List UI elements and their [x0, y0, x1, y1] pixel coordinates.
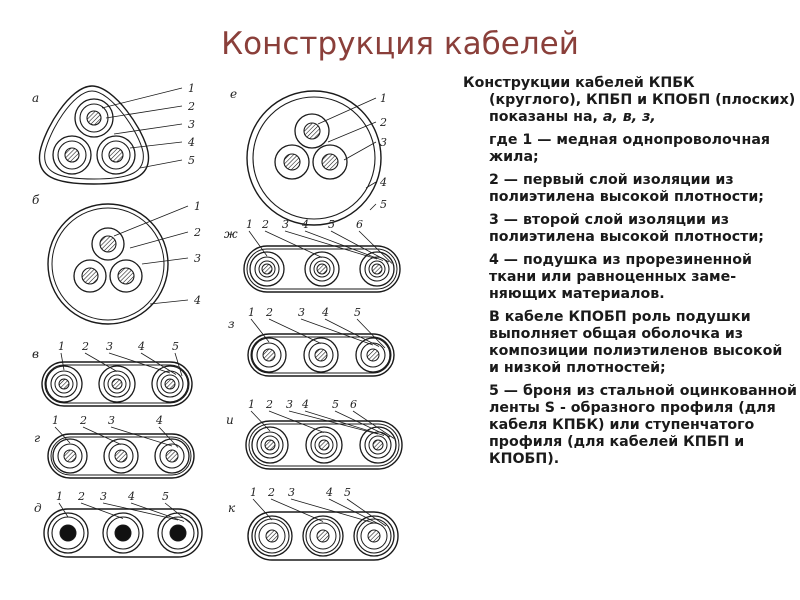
callout-label: 4 [326, 486, 333, 499]
leader-line [253, 499, 272, 520]
callout-label: 4 [302, 398, 309, 411]
cable-layer [64, 450, 76, 462]
callout-label: 1 [248, 398, 255, 411]
figure-z [228, 306, 394, 376]
leader-line [114, 124, 182, 134]
cable-layer [115, 450, 127, 462]
legend-item-1: где 1 — медная однопроволочная жила; [489, 132, 771, 165]
cable-layer [265, 440, 275, 450]
callout-label: 4 [380, 176, 387, 189]
intro-lead: Конструкции кабелей КПБК [463, 75, 695, 91]
cable-layer [367, 349, 379, 361]
callout-label: 2 [80, 414, 87, 427]
figure-letter: ж [224, 227, 238, 241]
cable-layer [319, 440, 329, 450]
cable-layer [317, 530, 329, 542]
callout-label: 5 [354, 306, 361, 319]
cable-layer [304, 123, 320, 139]
cable-layer [82, 268, 98, 284]
figure-zh [224, 218, 400, 292]
legend-item-2: 2 — первый слой изоляции из полиэтилена высокой плотности; [489, 172, 764, 205]
cable-layer [262, 264, 272, 274]
figure-letter: г [34, 431, 41, 445]
figure-g [34, 414, 194, 478]
cable-layer [118, 268, 134, 284]
figure-letter: а [32, 91, 40, 105]
figure-e [230, 87, 387, 225]
leader-line [318, 98, 376, 124]
figure-letter: д [34, 501, 42, 515]
callout-label: 1 [52, 414, 59, 427]
callout-label: 3 [298, 306, 305, 319]
callout-label: 4 [156, 414, 163, 427]
cable-layer [100, 236, 116, 252]
cable-layer [65, 148, 79, 162]
cable-layer [315, 349, 327, 361]
cable-layer [373, 440, 383, 450]
legend-item-4: 4 — подушка из прорезиненной ткани или равноценных заме-няющих материалов. [489, 252, 752, 302]
callout-label: 1 [248, 306, 255, 319]
callout-label: 4 [128, 490, 135, 503]
callout-label: 5 [380, 198, 387, 211]
cable-layer [263, 349, 275, 361]
cable-layer [87, 111, 101, 125]
figure-v [32, 340, 192, 406]
cable-layer [48, 204, 168, 324]
intro-paragraph [463, 75, 797, 126]
callout-label: 1 [194, 200, 201, 213]
cable-layer [60, 525, 76, 541]
callout-label: 2 [266, 306, 273, 319]
callout-label: 4 [194, 294, 201, 307]
cable-layer [170, 525, 186, 541]
callout-label: 2 [268, 486, 275, 499]
leader-line [130, 142, 182, 148]
figure-letter: е [230, 87, 238, 101]
cable-layer [109, 148, 123, 162]
figure-d [34, 490, 202, 557]
callout-label: 6 [350, 398, 357, 411]
callout-label: 3 [194, 252, 201, 265]
callout-label: 3 [106, 340, 113, 353]
callout-label: 3 [100, 490, 107, 503]
cable-layer [317, 264, 327, 274]
callout-label: 6 [356, 218, 363, 231]
callout-label: 2 [262, 218, 269, 231]
figure-letter: б [32, 193, 40, 207]
callout-label: 3 [380, 136, 387, 149]
intro-body: (круглого), КПБП и КПОБП (плоских) показаны на, [489, 92, 796, 125]
figure-b [32, 193, 201, 324]
callout-label: 3 [188, 118, 195, 131]
figure-letter: к [228, 501, 236, 515]
figure-i [226, 398, 402, 469]
callout-label: 5 [332, 398, 339, 411]
cable-layer [322, 154, 338, 170]
callout-label: 1 [380, 92, 387, 105]
figure-letter: з [228, 317, 235, 331]
cable-layer [266, 530, 278, 542]
cable-layer [284, 154, 300, 170]
callout-label: 1 [188, 82, 195, 95]
leader-line [251, 319, 269, 342]
leader-line [344, 142, 376, 160]
figure-k [228, 486, 398, 560]
callout-label: 2 [78, 490, 85, 503]
callout-label: 4 [188, 136, 195, 149]
callout-label: 1 [58, 340, 65, 353]
callout-label: 5 [162, 490, 169, 503]
legend-item-5: 5 — броня из стальной оцинкованной ленты S - образного профиля (для кабеля КПБК) или ступенчатого профиля (для кабелей КПБП и КПОБП). [489, 383, 797, 467]
callout-label: 2 [194, 226, 201, 239]
intro-figure-refs: а, в, з, [602, 109, 656, 125]
leader-line [81, 503, 123, 519]
callout-label: 4 [302, 218, 309, 231]
figure-a [32, 82, 195, 184]
leader-line [130, 232, 188, 248]
callout-label: 5 [328, 218, 335, 231]
leader-line [140, 160, 182, 168]
leader-line [370, 204, 376, 210]
cable-diagrams [22, 78, 462, 590]
leader-line [142, 258, 188, 264]
cable-layer [115, 525, 131, 541]
legend-note-kpobp: В кабеле КПОБП роль подушки выполняет общая оболочка из композиции полиэтиленов высокой и низкой плотностей; [489, 309, 783, 376]
callout-label: 4 [138, 340, 145, 353]
leader-line [102, 88, 182, 108]
callout-label: 2 [82, 340, 89, 353]
page-title: Конструкция кабелей [221, 26, 579, 62]
callout-label: 5 [172, 340, 179, 353]
cable-layer [165, 379, 175, 389]
callout-label: 1 [250, 486, 257, 499]
cable-layer [166, 450, 178, 462]
cable-layer [52, 208, 164, 320]
cable-layer [59, 379, 69, 389]
callout-label: 1 [246, 218, 253, 231]
cable-layer [368, 530, 380, 542]
description-panel [463, 75, 797, 474]
cable-diagrams-panel [22, 78, 462, 590]
callout-label: 5 [188, 154, 195, 167]
callout-label: 4 [322, 306, 329, 319]
leader-line [83, 427, 121, 445]
callout-label: 3 [288, 486, 295, 499]
callout-label: 3 [108, 414, 115, 427]
figure-letter: и [226, 413, 234, 427]
callout-label: 2 [188, 100, 195, 113]
figure-letter: в [32, 347, 39, 361]
callout-label: 1 [56, 490, 63, 503]
cable-layer [372, 264, 382, 274]
callout-label: 3 [282, 218, 289, 231]
callout-label: 2 [380, 116, 387, 129]
callout-label: 5 [344, 486, 351, 499]
cable-layer [112, 379, 122, 389]
callout-label: 2 [266, 398, 273, 411]
legend-item-3: 3 — второй слой изоляции из полиэтилена высокой плотности; [489, 212, 764, 245]
callout-label: 3 [286, 398, 293, 411]
